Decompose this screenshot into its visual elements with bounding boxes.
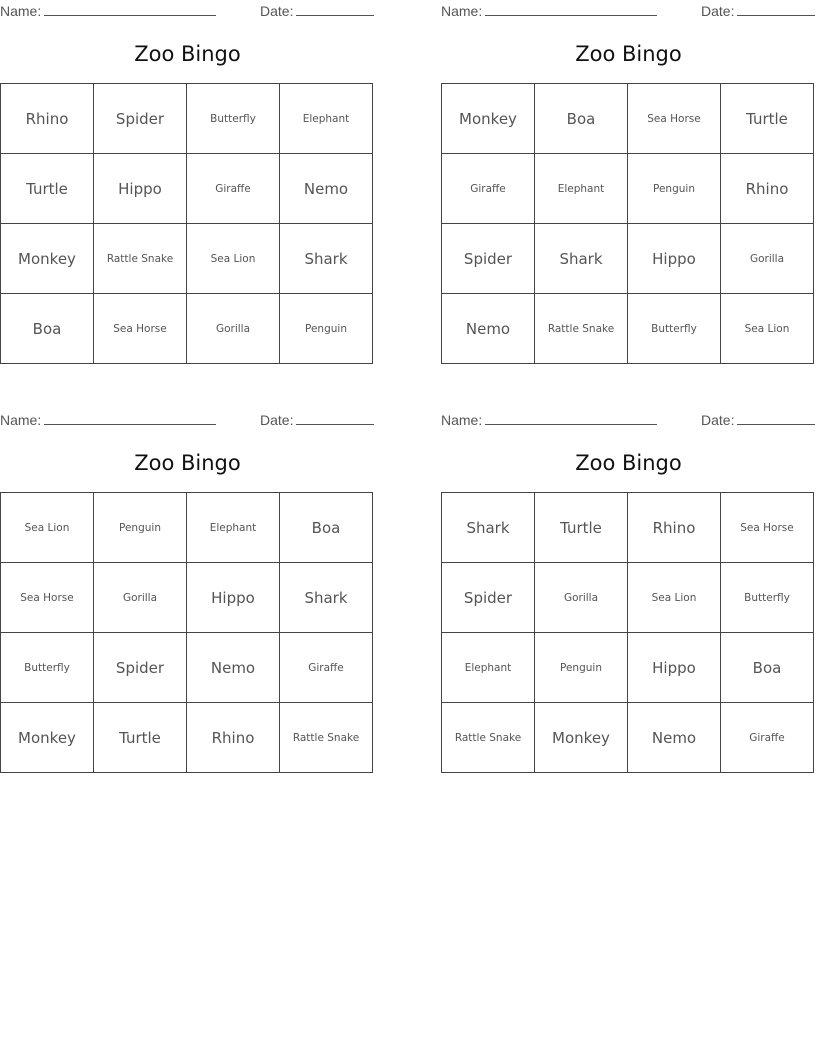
bingo-cell: Turtle: [535, 493, 628, 563]
date-blank-line: [296, 2, 374, 16]
bingo-grid: [441, 83, 814, 364]
name-field: [0, 411, 216, 428]
bingo-cell: Butterfly: [187, 84, 280, 154]
grid-row: [442, 154, 814, 224]
bingo-cell: Elephant: [442, 633, 535, 703]
bingo-cell: Giraffe: [721, 703, 814, 773]
bingo-grid: [0, 492, 373, 773]
bingo-cell: Shark: [280, 224, 373, 294]
bingo-cell: Gorilla: [94, 563, 187, 633]
bingo-cell: Gorilla: [721, 224, 814, 294]
grid-row: [442, 294, 814, 364]
name-blank-line: [44, 2, 216, 16]
bingo-cell: Sea Lion: [721, 294, 814, 364]
bingo-cell: Gorilla: [535, 563, 628, 633]
grid-row: [1, 703, 373, 773]
bingo-cell: Penguin: [628, 154, 721, 224]
bingo-cell: Rhino: [1, 84, 94, 154]
bingo-cell: Sea Lion: [187, 224, 280, 294]
date-label: Date:: [260, 3, 294, 19]
bingo-cell: Elephant: [187, 493, 280, 563]
bingo-cell: Nemo: [628, 703, 721, 773]
date-field: [701, 2, 815, 19]
name-blank-line: [485, 2, 657, 16]
bingo-cell: Rattle Snake: [442, 703, 535, 773]
bingo-cell: Giraffe: [280, 633, 373, 703]
bingo-cell: Rhino: [721, 154, 814, 224]
name-label: Name:: [441, 3, 483, 19]
bingo-cell: Gorilla: [187, 294, 280, 364]
bingo-grid: [0, 83, 373, 364]
name-field: [441, 411, 657, 428]
bingo-cell: Monkey: [442, 84, 535, 154]
bingo-cell: Penguin: [535, 633, 628, 703]
date-field: [260, 411, 374, 428]
grid-row: [1, 493, 373, 563]
bingo-cell: Butterfly: [1, 633, 94, 703]
card-header: [0, 2, 375, 20]
date-label: Date:: [701, 412, 735, 428]
card-title: Zoo Bingo: [575, 451, 682, 475]
grid-row: [1, 224, 373, 294]
bingo-cell: Turtle: [94, 703, 187, 773]
grid-row: [442, 493, 814, 563]
bingo-cell: Monkey: [1, 224, 94, 294]
bingo-cell: Rhino: [628, 493, 721, 563]
bingo-cell: Elephant: [535, 154, 628, 224]
card-header: [441, 411, 816, 429]
grid-row: [1, 563, 373, 633]
date-field: [701, 411, 815, 428]
bingo-cell: Elephant: [280, 84, 373, 154]
bingo-cell: Hippo: [187, 563, 280, 633]
bingo-cell: Boa: [1, 294, 94, 364]
date-label: Date:: [701, 3, 735, 19]
card-title: Zoo Bingo: [134, 42, 241, 66]
bingo-cell: Penguin: [280, 294, 373, 364]
bingo-cell: Rattle Snake: [535, 294, 628, 364]
name-label: Name:: [0, 3, 42, 19]
bingo-cell: Boa: [721, 633, 814, 703]
grid-row: [442, 703, 814, 773]
bingo-cell: Hippo: [628, 633, 721, 703]
bingo-cell: Rattle Snake: [280, 703, 373, 773]
name-label: Name:: [441, 412, 483, 428]
bingo-cell: Boa: [280, 493, 373, 563]
bingo-cell: Giraffe: [187, 154, 280, 224]
bingo-cell: Nemo: [187, 633, 280, 703]
bingo-cell: Shark: [280, 563, 373, 633]
date-label: Date:: [260, 412, 294, 428]
bingo-cell: Butterfly: [721, 563, 814, 633]
card-header: [441, 2, 816, 20]
date-blank-line: [296, 411, 374, 425]
bingo-grid: [441, 492, 814, 773]
grid-row: [442, 633, 814, 703]
grid-row: [442, 224, 814, 294]
bingo-cell: Nemo: [442, 294, 535, 364]
bingo-cell: Monkey: [535, 703, 628, 773]
bingo-cell: Spider: [442, 224, 535, 294]
bingo-cell: Shark: [442, 493, 535, 563]
card-title: Zoo Bingo: [134, 451, 241, 475]
bingo-cell: Boa: [535, 84, 628, 154]
grid-row: [442, 84, 814, 154]
bingo-cell: Sea Lion: [1, 493, 94, 563]
name-blank-line: [485, 411, 657, 425]
bingo-cell: Sea Horse: [94, 294, 187, 364]
bingo-cell: Nemo: [280, 154, 373, 224]
name-label: Name:: [0, 412, 42, 428]
bingo-cell: Giraffe: [442, 154, 535, 224]
date-blank-line: [737, 411, 815, 425]
bingo-cell: Penguin: [94, 493, 187, 563]
bingo-cell: Butterfly: [628, 294, 721, 364]
bingo-cell: Rattle Snake: [94, 224, 187, 294]
bingo-cell: Spider: [94, 633, 187, 703]
bingo-cell: Sea Horse: [721, 493, 814, 563]
grid-row: [1, 84, 373, 154]
bingo-cell: Spider: [442, 563, 535, 633]
card-title: Zoo Bingo: [575, 42, 682, 66]
bingo-cell: Spider: [94, 84, 187, 154]
grid-row: [1, 633, 373, 703]
bingo-cell: Hippo: [628, 224, 721, 294]
bingo-cell: Rhino: [187, 703, 280, 773]
bingo-cell: Hippo: [94, 154, 187, 224]
bingo-cell: Shark: [535, 224, 628, 294]
name-field: [441, 2, 657, 19]
bingo-cell: Turtle: [1, 154, 94, 224]
date-blank-line: [737, 2, 815, 16]
bingo-cell: Sea Horse: [628, 84, 721, 154]
name-field: [0, 2, 216, 19]
grid-row: [1, 294, 373, 364]
bingo-cell: Monkey: [1, 703, 94, 773]
date-field: [260, 2, 374, 19]
grid-row: [1, 154, 373, 224]
grid-row: [442, 563, 814, 633]
bingo-cell: Sea Lion: [628, 563, 721, 633]
bingo-cell: Sea Horse: [1, 563, 94, 633]
bingo-cell: Turtle: [721, 84, 814, 154]
name-blank-line: [44, 411, 216, 425]
card-header: [0, 411, 375, 429]
